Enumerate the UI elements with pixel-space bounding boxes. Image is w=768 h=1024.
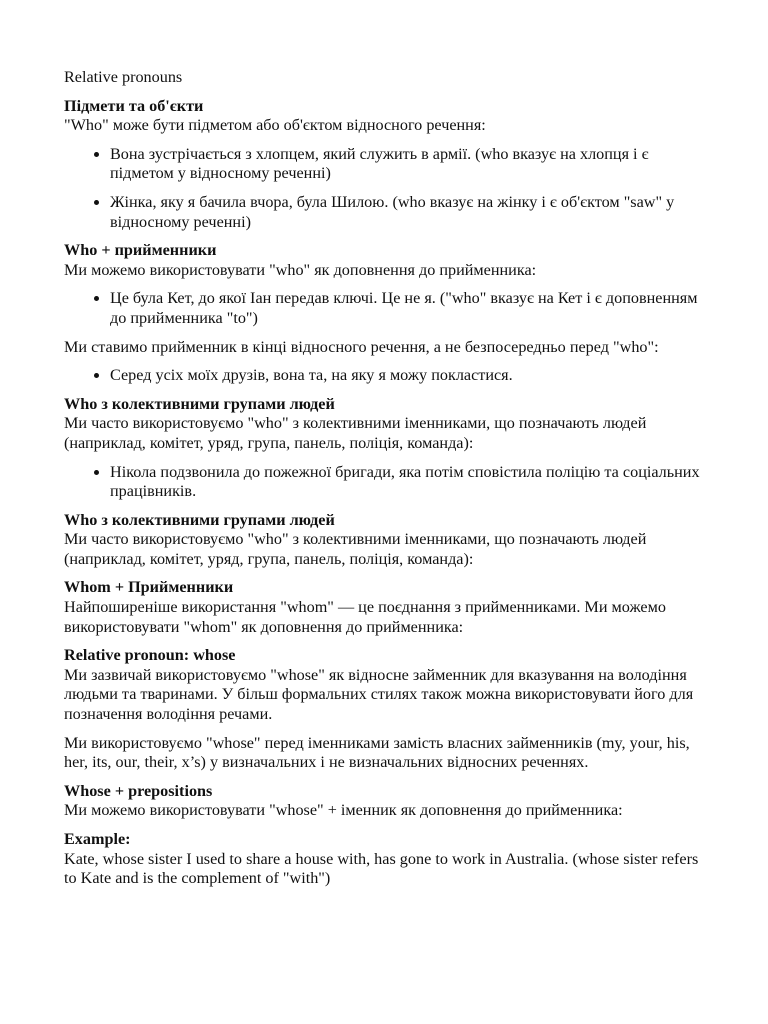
section-who-prepositions [64, 241, 704, 280]
bullet-list [64, 463, 704, 502]
section-heading: Підмети та об'єкти [64, 96, 204, 115]
list-item: • Серед усіх моїх друзів, вона та, на яку я можу покластися. [110, 366, 704, 386]
bullet-list [64, 289, 704, 328]
section-heading: Example: [64, 830, 131, 848]
section-heading: Who з колективними групами людей [64, 394, 335, 413]
section-collective-groups [64, 395, 704, 454]
section-heading: Who з колективними групами людей [64, 510, 335, 529]
list-item: • Жінка, яку я бачила вчора, була Шилою. (who вказує на жінку і є об'єктом "saw" у відносному реченні) [110, 193, 704, 232]
section-whose [64, 646, 704, 724]
section-heading: Relative pronoun: whose [64, 646, 236, 665]
section-example [64, 830, 704, 889]
list-item: • Вона зустрічається з хлопцем, який служить в армії. (who вказує на хлопця і є підметом у відносному реченні) [110, 145, 704, 184]
section-text: Ми можемо використовувати "whose" + іменник як доповнення до прийменника: [64, 801, 623, 820]
section-whose-prepositions [64, 782, 704, 821]
section-heading: Whose + prepositions [64, 781, 213, 800]
section-text: Ми зазвичай використовуємо "whose" як відносне займенник для вказування на володіння людьми та тваринами. У більш формальних стилях також можна використовувати його для позначення володіння речами. [64, 665, 694, 724]
section-heading: Who + прийменники [64, 241, 217, 260]
section-subjects-objects [64, 97, 704, 136]
list-item: • Нікола подзвонила до пожежної бригади, яка потім сповістила поліцію та соціальних працівників. [110, 463, 704, 502]
section-text: Ми часто використовуємо "who" з колективними іменниками, що позначають людей (наприклад, комітет, уряд, група, панель, поліція, команда): [64, 530, 647, 568]
section-text: Ми часто використовуємо "who" з колективними іменниками, що позначають людей (наприклад, комітет, уряд, група, панель, поліція, команда): [64, 414, 647, 452]
bullet-list [64, 145, 704, 232]
section-text: Найпоширеніше використання "whom" — це поєднання з прийменниками. Ми можемо використовувати "whom" як доповнення до прийменника: [64, 598, 666, 636]
section-collective-groups-repeat [64, 511, 704, 570]
section-text: Kate, whose sister I used to share a house with, has gone to work in Australia. (whose sister refers to Kate and is the complement of "with") [64, 849, 699, 888]
document-title: Relative pronouns [64, 68, 183, 86]
list-item: • Це була Кет, до якої Іан передав ключі. Це не я. ("who" вказує на Кет і є доповненням до прийменника "to") [110, 289, 704, 328]
bullet-list [64, 366, 704, 386]
paragraph: Ми ставимо прийменник в кінці відносного речення, а не безпосередньо перед "who": [64, 337, 659, 356]
section-heading: Whom + Прийменники [64, 578, 234, 597]
section-text: Ми можемо використовувати "who" як доповнення до прийменника: [64, 260, 537, 279]
paragraph: Ми використовуємо "whose" перед іменниками замість власних займенників (my, your, his, her, its, our, their, x’s) у визначальних і не визначальних відносних реченнях. [64, 733, 690, 772]
section-whom-prepositions [64, 578, 704, 637]
section-text: "Who" може бути підметом або об'єктом відносного речення: [64, 116, 486, 135]
